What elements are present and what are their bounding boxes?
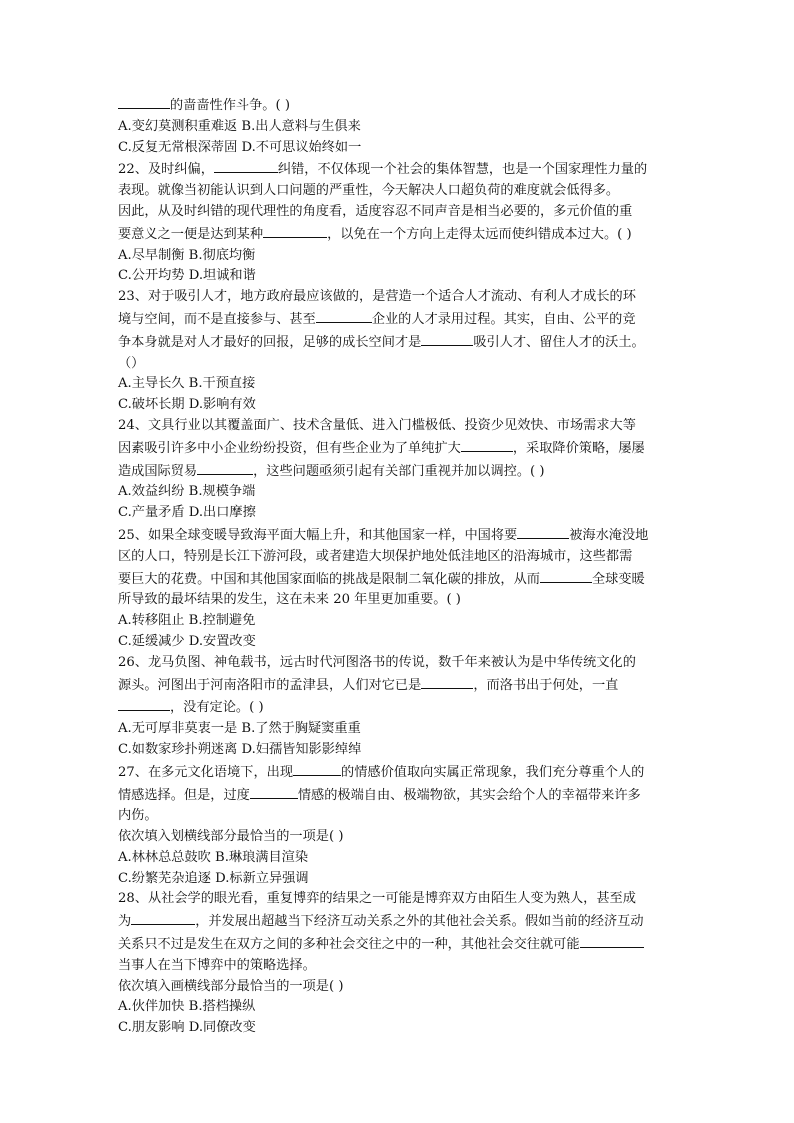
q23-line-3 — [118, 331, 678, 354]
q26-text: ，没有定论。( ) — [170, 700, 264, 716]
q26-text: 源头。河图出于河南洛阳市的孟津县，人们对它已是 — [118, 677, 422, 693]
q25-text: 要巨大的花费。中国和其他国家面临的挑战是限制二氧化碳的排放，从而 — [118, 571, 540, 587]
q25-options-cd: C.延缓减少 D.安置改变 — [118, 633, 256, 649]
q27-line-1 — [118, 761, 678, 784]
blank — [580, 933, 644, 948]
q27-text: 27、在多元文化语境下，出现 — [118, 764, 294, 780]
q22-text: ，以免在一个方向上走得太远而使纠错成本过大。( ) — [327, 226, 632, 242]
q23-line-2 — [118, 308, 678, 331]
q26-line-3 — [118, 696, 678, 719]
q28-text: 为 — [118, 914, 132, 930]
q22-options-ab: A.尽早制衡 B.彻底均衡 — [118, 247, 256, 263]
q23-text: 企业的人才录用过程。其实，自由、公平的竞 — [371, 311, 636, 327]
q26-text: ，而洛书出于何处，一直 — [473, 677, 619, 693]
q28-text: ，并发展出超越当下经济互动关系之外的其他社会关系。假如当前的经济互动 — [195, 914, 644, 930]
blank — [131, 910, 195, 925]
q28-options-cd: C.朋友影响 D.同僚改变 — [118, 1020, 256, 1036]
q27-text: 情感选择。但是，过度 — [118, 787, 250, 803]
q26-options-ab: A.无可厚非莫衷一是 B.了然于胸疑窦重重 — [118, 721, 361, 737]
q23-line-4: （） — [118, 355, 145, 371]
blank — [517, 524, 569, 539]
q23-text: 吸引人才、留住人才的沃土。 — [473, 334, 645, 350]
q24-line-2 — [118, 437, 678, 460]
q24-line-1: 24、文具行业以其覆盖面广、技术含量低、进入门槛极低、投资少见效快、市场需求大等 — [118, 417, 636, 433]
q25-line-3 — [118, 568, 678, 591]
q24-text: ，采取降价策略，屡屡 — [512, 440, 645, 456]
q25-line-4: 所导致的最坏结果的发生，这在未来 20 年里更加重要。( ) — [118, 592, 461, 608]
q26-line-1: 26、龙马负图、神龟载书，远古时代河图洛书的传说，数千年来被认为是中华传统文化的 — [118, 654, 636, 670]
q25-text: 25、如果全球变暖导致海平面大幅上升，和其他国家一样，中国将要 — [118, 527, 518, 543]
q28-options-ab: A.伙伴加快 B.搭档操纵 — [118, 999, 256, 1015]
q27-line-3: 内伤。 — [118, 808, 158, 824]
q22-line-2: 表现。就像当初能认识到人口问题的严重性，今天解决人口超负荷的难度就会低得多。 — [118, 183, 620, 199]
blank — [118, 94, 170, 109]
q24-text: ，这些问题亟须引起有关部门重视并加以调控。( ) — [253, 463, 545, 479]
q21-stem-text: 的啬啬性作斗争。( ) — [170, 98, 290, 113]
q22-line-3: 因此，从及时纠错的现代理性的角度看，适度容忍不同声音是相当必要的，多元价值的重 — [118, 203, 633, 219]
blank — [316, 308, 372, 323]
blank — [250, 784, 298, 799]
q27-text: 情感的极端自由、极端物欲，其实会给个人的幸福带来许多 — [297, 787, 641, 803]
q24-text: 造成国际贸易 — [118, 463, 198, 479]
q28-line-1: 28、从社会学的眼光看，重复博弈的结果之一可能是博弈双方由陌生人变为熟人，甚至成 — [118, 891, 636, 907]
q22-line-4 — [118, 223, 678, 246]
q23-text: 境与空间，而不是直接参与、甚至 — [118, 311, 316, 327]
q28-line-2 — [118, 910, 678, 933]
q24-options-ab: A.效益纠纷 B.规模争端 — [118, 484, 256, 500]
q23-line-1: 23、对于吸引人才，地方政府最应该做的，是营造一个适合人才流动、有利人才成长的环 — [118, 289, 636, 305]
q25-line-1 — [118, 524, 678, 547]
blank — [118, 696, 170, 711]
q28-line-5: 依次填入画横线部分最恰当的一项是( ) — [118, 978, 344, 994]
q22-text: 纠错，不仅体现一个社会的集体智慧，也是一个国家理性力量的 — [277, 162, 648, 178]
exam-page — [118, 94, 678, 1039]
blank — [263, 223, 327, 238]
blank — [197, 460, 253, 475]
q28-line-4: 当事人在当下博弈中的策略选择。 — [118, 957, 316, 973]
q24-options-cd: C.产量矛盾 D.出口摩擦 — [118, 505, 256, 521]
q25-text: 全球变暖 — [592, 571, 645, 587]
q24-text: 因素吸引许多中小企业纷纷投资，但有些企业为了单纯扩大 — [118, 440, 461, 456]
q27-text: 的情感价值取向实属正常现象，我们充分尊重个人的 — [341, 764, 645, 780]
q22-text: 要意义之一便是达到某种 — [118, 226, 264, 242]
q22-line-1 — [118, 158, 678, 181]
blank — [214, 158, 278, 173]
blank — [421, 674, 473, 689]
blank — [293, 761, 341, 776]
blank — [540, 568, 592, 583]
q21-options-cd: C.反复无常根深蒂固 D.不可思议始终如一 — [118, 139, 362, 155]
q23-text: 争本身就是对人才最好的回报，足够的成长空间才是 — [118, 334, 422, 350]
q25-text: 被海水淹没地 — [569, 527, 649, 543]
q25-options-ab: A.转移阻止 B.控制避免 — [118, 613, 256, 629]
q23-options-cd: C.破坏长期 D.影响有效 — [118, 397, 256, 413]
q26-options-cd: C.如数家珍扑朔迷离 D.妇孺皆知影影绰绰 — [118, 741, 362, 757]
q22-text: 22、及时纠偏， — [118, 162, 214, 178]
q28-text: 关系只不过是发生在双方之间的多种社会交往之中的一种，其他社会交往就可能 — [118, 937, 580, 953]
q25-line-2: 区的人口，特别是长江下游河段，或者建造大坝保护地处低洼地区的沿海城市，这些都需 — [118, 548, 633, 564]
q24-line-3 — [118, 460, 678, 483]
q27-options-ab: A.林林总总鼓吹 B.琳琅满目渲染 — [118, 849, 309, 865]
q27-line-2 — [118, 784, 678, 807]
q22-options-cd: C.公开均势 D.坦诚和谐 — [118, 268, 256, 284]
q27-line-4: 依次填入划横线部分最恰当的一项是( ) — [118, 829, 344, 845]
q21-stem — [118, 94, 678, 117]
q26-line-2 — [118, 674, 678, 697]
q28-line-3 — [118, 933, 678, 956]
blank — [421, 331, 473, 346]
q21-options-ab: A.变幻莫测积重难返 B.出人意料与生俱来 — [118, 118, 361, 134]
blank — [461, 437, 513, 452]
q23-options-ab: A.主导长久 B.干预直接 — [118, 376, 256, 392]
q27-options-cd: C.纷繁芜杂追逐 D.标新立异强调 — [118, 870, 309, 886]
